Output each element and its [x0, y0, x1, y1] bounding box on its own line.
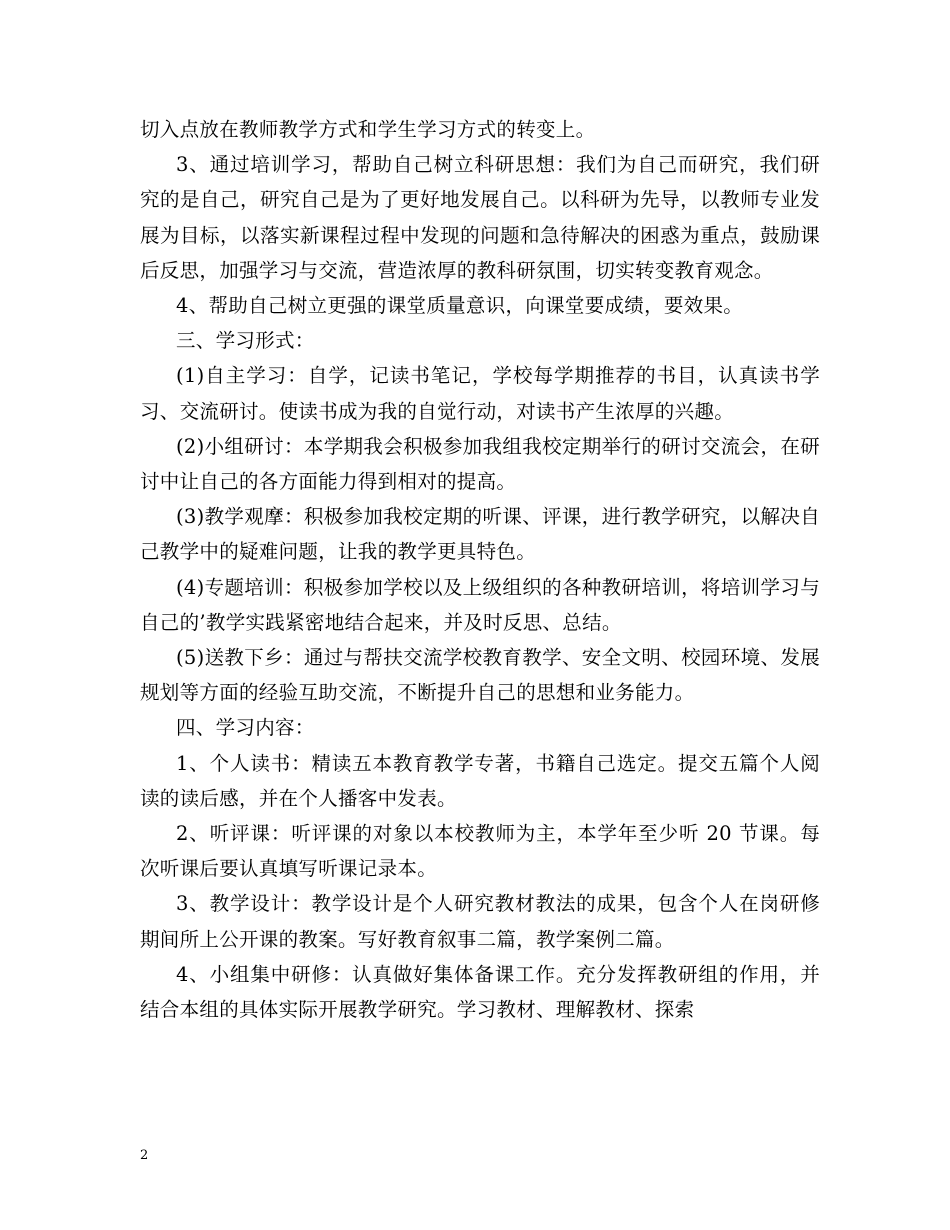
paragraph: 4、小组集中研修：认真做好集体备课工作。充分发挥教研组的作用，并结合本组的具体实际开展教学研究。学习教材、理解教材、探索: [140, 962, 820, 1022]
section-heading: 三、学习形式：: [176, 329, 315, 353]
section-heading: 四、学习内容：: [176, 716, 315, 740]
paragraph: (5)送教下乡：通过与帮扶交流学校教育教学、安全文明、校园环境、发展规划等方面的经验互助交流，不断提升自己的思想和业务能力。: [140, 646, 820, 705]
paragraph: (3)教学观摩：积极参加我校定期的听课、评课，进行教学研究，以解决自己教学中的疑难问题，让我的教学更具特色。: [140, 505, 820, 564]
paragraph: (1)自主学习：自学，记读书笔记，学校每学期推荐的书目，认真读书学习、交流研讨。使读书成为我的自觉行动，对读书产生浓厚的兴趣。: [140, 364, 820, 423]
paragraph: 3、教学设计：教学设计是个人研究教材教法的成果，包含个人在岗研修期间所上公开课的教案。写好教育叙事二篇，教学案例二篇。: [140, 892, 820, 951]
paragraph: 1、个人读书：精读五本教育教学专著，书籍自己选定。提交五篇个人阅读的读后感，并在个人播客中发表。: [140, 751, 820, 810]
paragraph: 4、帮助自己树立更强的课堂质量意识，向课堂要成绩，要效果。: [176, 294, 744, 318]
page-number: 2: [140, 1148, 149, 1163]
body-text: [140, 112, 820, 1027]
paragraph: (4)专题培训：积极参加学校以及上级组织的各种教研培训，将培训学习与自己的’教学实践紧密地结合起来，并及时反思、总结。: [140, 575, 820, 634]
paragraph: 2、听评课：听评课的对象以本校教师为主，本学年至少听 20 节课。每次听课后要认真填写听课记录本。: [140, 822, 820, 881]
paragraph: 切入点放在教师教学方式和学生学习方式的转变上。: [140, 118, 596, 141]
paragraph: (2)小组研讨：本学期我会积极参加我组我校定期举行的研讨交流会，在研讨中让自己的各方面能力得到相对的提高。: [140, 434, 820, 494]
paragraph: 3、通过培训学习，帮助自己树立科研思想：我们为自己而研究，我们研究的是自己，研究自己是为了更好地发展自己。以科研为先导，以教师专业发展为目标，以落实新课程过程中发现的问题和急待解决的困惑为重点，鼓励课后反思，加强学习与交流，营造浓厚的教科研氛围，切实转变教育观念。: [140, 153, 820, 282]
